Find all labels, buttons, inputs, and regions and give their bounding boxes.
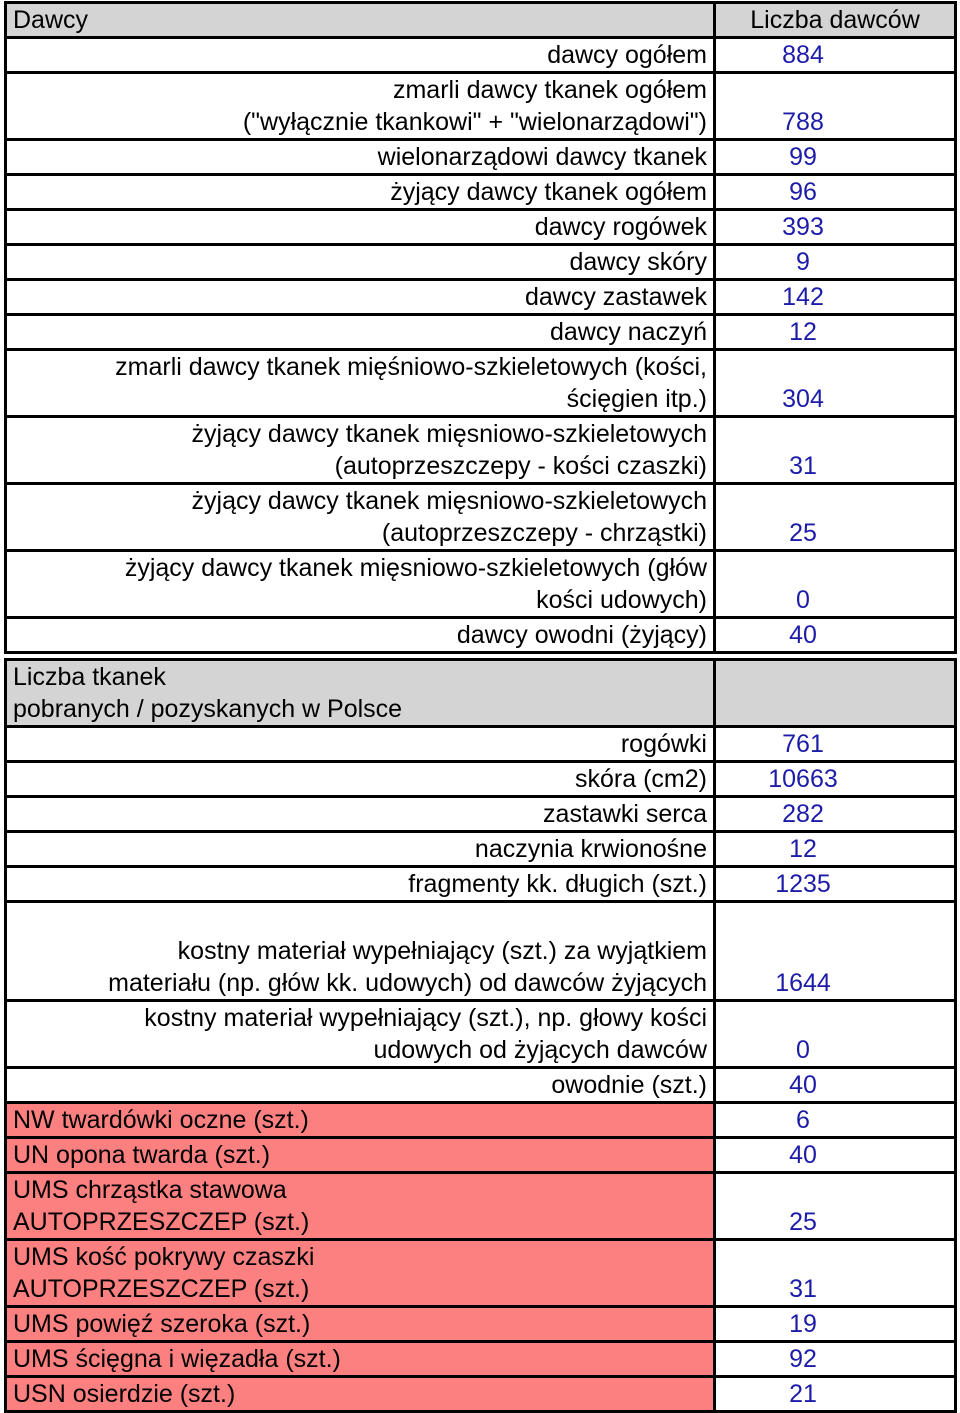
row-value: 788 (715, 73, 956, 140)
table-row (6, 551, 956, 618)
table-row (6, 762, 956, 797)
row-value: 25 (715, 484, 956, 551)
row-label: dawcy naczyń (6, 315, 715, 350)
tissues-header-value (715, 660, 956, 727)
row-label: żyjący dawcy tkanek ogółem (6, 175, 715, 210)
row-label: UMS ścięgna i więzadła (szt.) (6, 1342, 715, 1377)
tissues-highlight-rows (6, 1103, 956, 1412)
table-row (6, 1377, 956, 1412)
row-label: dawcy owodni (żyjący) (6, 618, 715, 653)
row-value: 40 (715, 618, 956, 653)
row-value: 393 (715, 210, 956, 245)
table-row (6, 867, 956, 902)
row-value: 0 (715, 551, 956, 618)
table-row (6, 832, 956, 867)
table-row (6, 73, 956, 140)
row-value: 40 (715, 1068, 956, 1103)
row-label: UMS powięź szeroka (szt.) (6, 1307, 715, 1342)
row-value: 884 (715, 38, 956, 73)
row-label: zmarli dawcy tkanek ogółem ("wyłącznie tkankowi" + "wielonarządowi") (6, 73, 715, 140)
row-label: skóra (cm2) (6, 762, 715, 797)
row-label: zastawki serca (6, 797, 715, 832)
row-label: dawcy skóry (6, 245, 715, 280)
donors-table (4, 1, 957, 654)
donors-header-label: Dawcy (6, 3, 715, 38)
table-row (6, 1068, 956, 1103)
row-value: 6 (715, 1103, 956, 1138)
table-row (6, 1103, 956, 1138)
row-label: UMS kość pokrywy czaszki AUTOPRZESZCZEP (szt.) (6, 1240, 715, 1307)
table-row (6, 1173, 956, 1240)
row-label: żyjący dawcy tkanek mięsniowo-szkieletowych (autoprzeszczepy - chrząstki) (6, 484, 715, 551)
table-row (6, 1342, 956, 1377)
row-label: rogówki (6, 727, 715, 762)
row-value: 0 (715, 1001, 956, 1068)
row-value: 10663 (715, 762, 956, 797)
row-label: kostny materiał wypełniający (szt.) za wyjątkiem materiału (np. głów kk. udowych) od dawców żyjących (6, 902, 715, 1001)
row-value: 142 (715, 280, 956, 315)
row-label: dawcy rogówek (6, 210, 715, 245)
row-value: 282 (715, 797, 956, 832)
row-value: 99 (715, 140, 956, 175)
tissues-header-row (6, 660, 956, 727)
row-label: kostny materiał wypełniający (szt.), np. głowy kości udowych od żyjących dawców (6, 1001, 715, 1068)
row-value: 12 (715, 315, 956, 350)
table-row (6, 1138, 956, 1173)
row-label: UN opona twarda (szt.) (6, 1138, 715, 1173)
row-value: 9 (715, 245, 956, 280)
table-row (6, 417, 956, 484)
table-row (6, 245, 956, 280)
row-value: 19 (715, 1307, 956, 1342)
row-value: 1235 (715, 867, 956, 902)
row-value: 761 (715, 727, 956, 762)
donors-header-value: Liczba dawców (715, 3, 956, 38)
row-value: 21 (715, 1377, 956, 1412)
tissues-table (4, 658, 957, 1413)
table-row (6, 38, 956, 73)
row-value: 96 (715, 175, 956, 210)
row-label: żyjący dawcy tkanek mięsniowo-szkieletowych (głów kości udowych) (6, 551, 715, 618)
tissues-header-label: Liczba tkanek pobranych / pozyskanych w Polsce (6, 660, 715, 727)
row-value: 92 (715, 1342, 956, 1377)
row-label: UMS chrząstka stawowa AUTOPRZESZCZEP (szt.) (6, 1173, 715, 1240)
table-row (6, 727, 956, 762)
row-label: żyjący dawcy tkanek mięsniowo-szkieletowych (autoprzeszczepy - kości czaszki) (6, 417, 715, 484)
table-row (6, 350, 956, 417)
table-row (6, 902, 956, 1001)
row-label: dawcy ogółem (6, 38, 715, 73)
row-value: 12 (715, 832, 956, 867)
table-row (6, 484, 956, 551)
table-row (6, 1240, 956, 1307)
row-value: 25 (715, 1173, 956, 1240)
table-row (6, 1001, 956, 1068)
row-label: owodnie (szt.) (6, 1068, 715, 1103)
table-row (6, 175, 956, 210)
row-label: fragmenty kk. długich (szt.) (6, 867, 715, 902)
table-row (6, 1307, 956, 1342)
table-row (6, 210, 956, 245)
row-label: dawcy zastawek (6, 280, 715, 315)
row-label: NW twardówki oczne (szt.) (6, 1103, 715, 1138)
table-row (6, 797, 956, 832)
row-value: 1644 (715, 902, 956, 1001)
tissues-rows (6, 727, 956, 1103)
row-value: 40 (715, 1138, 956, 1173)
row-label: zmarli dawcy tkanek mięśniowo-szkieletowych (kości, ścięgien itp.) (6, 350, 715, 417)
row-label: naczynia krwionośne (6, 832, 715, 867)
table-row (6, 315, 956, 350)
donors-header-row (6, 3, 956, 38)
row-label: wielonarządowi dawcy tkanek (6, 140, 715, 175)
donors-rows (6, 38, 956, 653)
row-value: 31 (715, 1240, 956, 1307)
table-row (6, 280, 956, 315)
table-row (6, 618, 956, 653)
row-value: 31 (715, 417, 956, 484)
row-label: USN osierdzie (szt.) (6, 1377, 715, 1412)
row-value: 304 (715, 350, 956, 417)
table-row (6, 140, 956, 175)
